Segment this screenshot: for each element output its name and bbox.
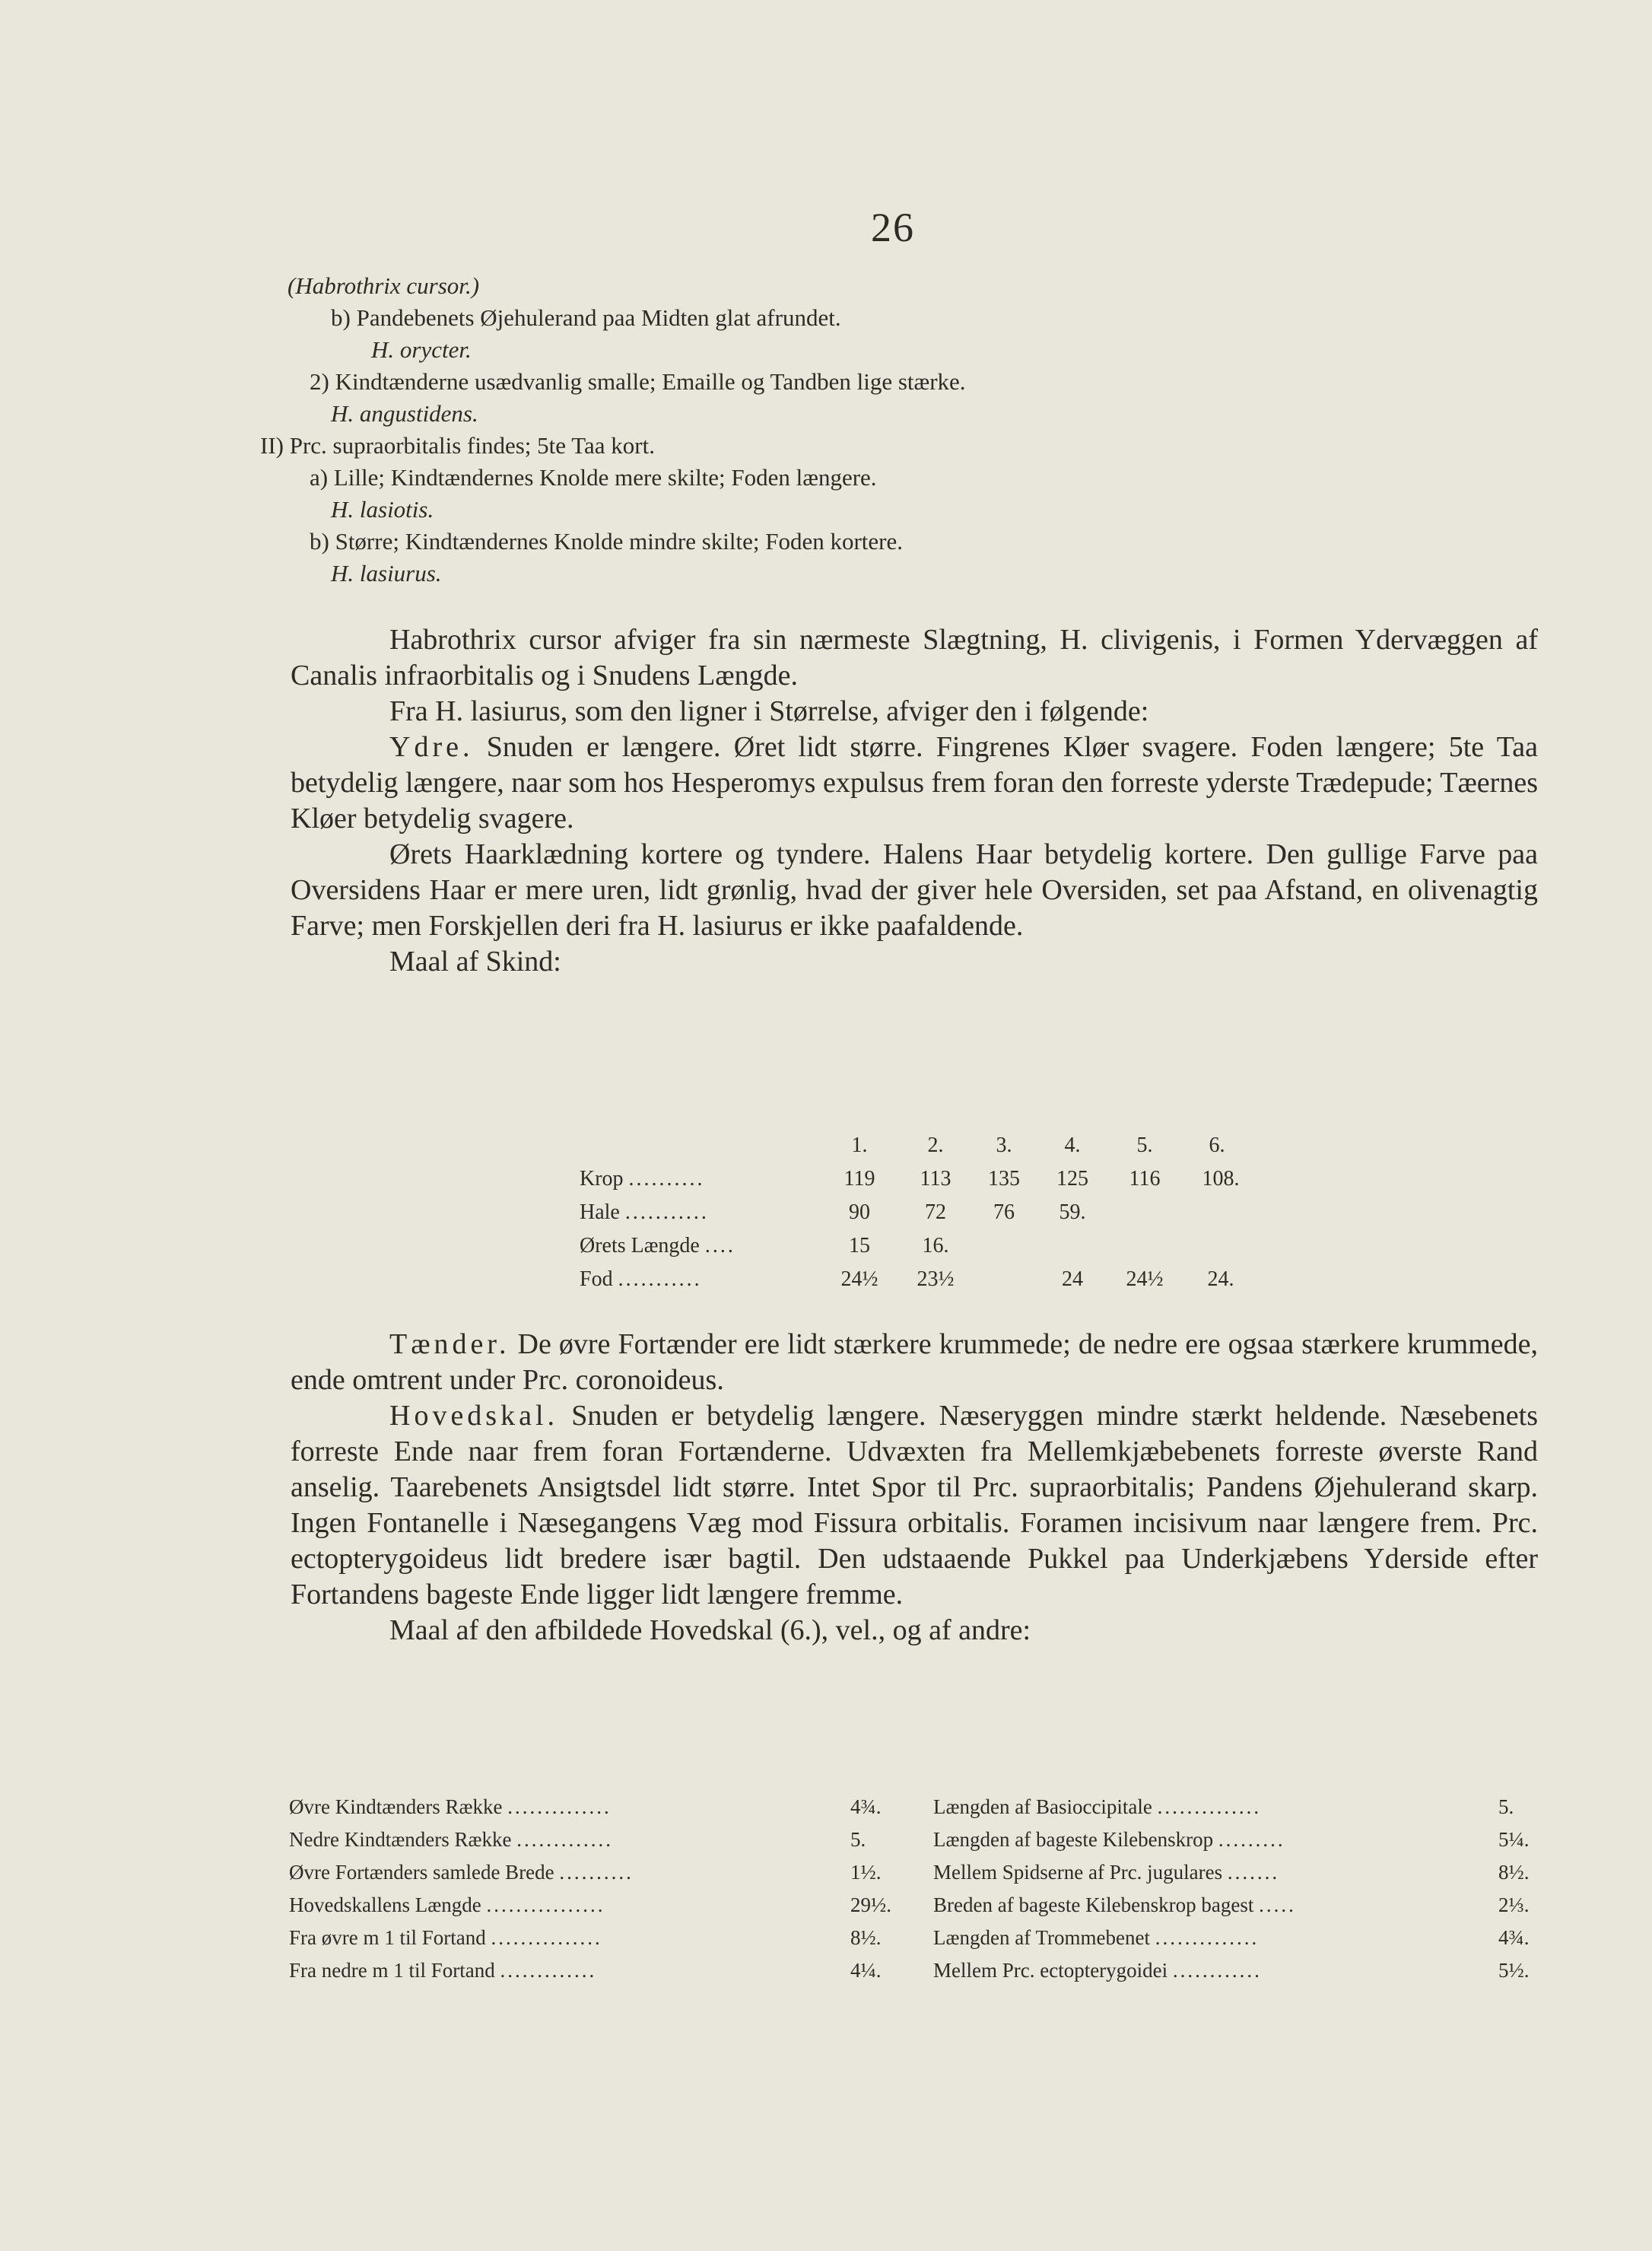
column-header: 3.: [996, 1133, 1012, 1157]
table-cell: 116: [1129, 1167, 1161, 1191]
row-label: Mellem Spidserne af Prc. jugulares: [933, 1861, 1223, 1884]
dot-leader: ....: [704, 1234, 735, 1257]
table-row: [289, 1861, 634, 1884]
skin-measurements-table: [0, 1133, 1652, 1301]
table-cell: 8½.: [850, 1926, 882, 1949]
table-row: [933, 1926, 1259, 1950]
dot-leader: .......: [1227, 1861, 1280, 1884]
paragraph: Ørets Haarklædning kortere og tyndere. Halens Haar betydelig kortere. Den gullige Farve paa Oversidens Haar er mere uren, lidt grønlig, hvad der giver hele Oversiden, set paa Afstand, en olivenagtig Farve; men Forskjellen deri fra H. lasiurus er ikke paafaldende.: [291, 838, 1538, 942]
table-row: [580, 1167, 705, 1191]
paragraph-text: Snuden er betydelig længere. Næseryggen mindre stærkt heldende. Næsebenets forreste Ende naar frem foran Fortænderne. Udvæxten fra Mellemkjæbebenets forreste øverste Rand anselig. Taarebenets Ansigtsdel lidt større. Intet Spor til Prc. supraorbitalis; Pandens Øjehulerand skarp. Ingen Fontanelle i Næsegangens Væg mod Fissura orbitalis. Foramen incisivum naar længere frem. Prc. ectopterygoideus lidt bredere især bagtil. Den udstaaende Pukkel paa Underkjæbens Yderside efter Fortandens bageste Ende ligger lidt længere fremme.: [291, 1400, 1539, 1610]
dot-leader: ...............: [491, 1926, 602, 1949]
table-cell: 15: [849, 1234, 870, 1257]
table-cell: 90: [849, 1200, 870, 1224]
dot-leader: .........: [1218, 1828, 1285, 1851]
key-line: (Habrothrix cursor.): [288, 272, 480, 299]
dot-leader: .....: [1259, 1893, 1296, 1916]
table-cell: 119: [843, 1167, 875, 1191]
dot-leader: ..............: [507, 1795, 612, 1818]
dot-leader: ..............: [1155, 1926, 1260, 1949]
table-cell: 1½.: [850, 1861, 882, 1884]
dot-leader: .............: [500, 1959, 597, 1982]
table-row: [933, 1795, 1261, 1819]
paragraph: [291, 1398, 1538, 1613]
skull-measurements-table: [0, 1795, 1652, 2001]
table-cell: 76: [993, 1200, 1015, 1224]
key-line: a) Lille; Kindtændernes Knolde mere skilte; Foden længere.: [310, 464, 877, 491]
dot-leader: ..........: [628, 1167, 705, 1191]
section-heading: Tænder.: [389, 1328, 510, 1360]
table-cell: 5¼.: [1498, 1828, 1530, 1851]
key-line: II) Prc. supraorbitalis findes; 5te Taa kort.: [260, 432, 655, 459]
table-row: [289, 1959, 596, 1982]
key-line: H. angustidens.: [331, 400, 478, 427]
row-label: Øvre Kindtænders Række: [289, 1795, 503, 1818]
key-line: b) Pandebenets Øjehulerand paa Midten glat afrundet.: [331, 304, 841, 331]
paragraph: Maal af den afbildede Hovedskal (6.), vel., og af andre:: [389, 1614, 1031, 1646]
row-label: Ørets Længde: [580, 1234, 700, 1257]
paragraph: Fra H. lasiurus, som den ligner i Størrelse, afviger den i følgende:: [389, 695, 1149, 727]
row-label: Nedre Kindtænders Række: [289, 1828, 512, 1851]
table-row: [289, 1893, 605, 1917]
page-number: 26: [871, 205, 915, 250]
table-row: [289, 1926, 602, 1950]
table-row: [933, 1893, 1296, 1917]
table-cell: 24.: [1207, 1267, 1234, 1291]
dot-leader: ............: [1172, 1959, 1262, 1982]
dot-leader: ..............: [1157, 1795, 1262, 1818]
key-line: H. lasiurus.: [331, 560, 442, 587]
row-label: Hale: [580, 1200, 620, 1224]
table-cell: 16.: [922, 1234, 949, 1257]
paragraph-text: Snuden er længere. Øret lidt større. Fingrenes Kløer svagere. Foden længere; 5te Taa betydelig længere, naar som hos Hesperomys expulsus frem foran den forreste yderste Trædepude; Tæernes Kløer betydelig svagere.: [291, 731, 1539, 835]
column-header: 6.: [1209, 1133, 1225, 1157]
table-cell: 5½.: [1498, 1959, 1530, 1982]
table-cell: 5.: [850, 1828, 866, 1851]
table-cell: 59.: [1059, 1200, 1086, 1224]
table-cell: 4¼.: [850, 1959, 882, 1982]
column-header: 5.: [1136, 1133, 1153, 1157]
table-row: [580, 1234, 735, 1258]
row-label: Fra nedre m 1 til Fortand: [289, 1959, 495, 1982]
table-row: [580, 1200, 709, 1225]
dot-leader: ..........: [559, 1861, 634, 1884]
row-label: Breden af bageste Kilebenskrop bagest: [933, 1893, 1254, 1916]
table-cell: 24: [1062, 1267, 1083, 1291]
key-line: b) Større; Kindtændernes Knolde mindre skilte; Foden kortere.: [310, 528, 904, 555]
section-heading: Ydre.: [389, 731, 474, 763]
table-row: [289, 1828, 613, 1852]
row-label: Mellem Prc. ectopterygoidei: [933, 1959, 1168, 1982]
table-cell: 125: [1056, 1167, 1088, 1191]
paragraph: [291, 1327, 1538, 1398]
dot-leader: ...........: [618, 1267, 702, 1291]
row-label: Længden af Basioccipitale: [933, 1795, 1152, 1818]
dot-leader: ................: [486, 1893, 605, 1916]
key-line: H. orycter.: [371, 336, 472, 363]
table-row: [933, 1828, 1285, 1852]
row-label: Krop: [580, 1167, 624, 1191]
paragraph-text: De øvre Fortænder ere lidt stærkere krummede; de nedre ere ogsaa stærkere krummede, ende omtrent under Prc. coronoideus.: [291, 1328, 1538, 1396]
section-heading: Hovedskal.: [389, 1400, 559, 1432]
paragraph: Habrothrix cursor afviger fra sin nærmeste Slægtning, H. clivigenis, i Formen Ydervæggen af Canalis infraorbitalis og i Snudens Længde.: [291, 624, 1538, 692]
column-header: 2.: [927, 1133, 944, 1157]
dot-leader: .............: [516, 1828, 613, 1851]
table-cell: 113: [920, 1167, 951, 1191]
table-row: [289, 1795, 612, 1819]
key-line: H. lasiotis.: [331, 496, 434, 523]
row-label: Længden af Trommebenet: [933, 1926, 1150, 1949]
row-label: Fod: [580, 1267, 613, 1291]
paragraph: Maal af Skind:: [389, 946, 561, 978]
table-cell: 5.: [1498, 1795, 1514, 1818]
table-cell: 135: [988, 1167, 1020, 1191]
table-row: [933, 1861, 1279, 1884]
table-row: [933, 1959, 1262, 1982]
table-cell: 24½: [840, 1267, 878, 1291]
table-cell: 8½.: [1498, 1861, 1530, 1884]
table-cell: 23½: [917, 1267, 955, 1291]
table-cell: 24½: [1126, 1267, 1164, 1291]
row-label: Øvre Fortænders samlede Brede: [289, 1861, 554, 1884]
column-header: 1.: [851, 1133, 868, 1157]
column-header: 4.: [1064, 1133, 1081, 1157]
table-cell: 29½.: [850, 1893, 891, 1916]
dot-leader: ...........: [624, 1200, 709, 1224]
text-block-intro: [291, 622, 1538, 980]
table-cell: 4¾.: [850, 1795, 882, 1818]
row-label: Længden af bageste Kilebenskrop: [933, 1828, 1214, 1851]
key-line: 2) Kindtænderne usædvanlig smalle; Emaille og Tandben lige stærke.: [310, 368, 966, 395]
table-row: [580, 1267, 702, 1292]
row-label: Fra øvre m 1 til Fortand: [289, 1926, 486, 1949]
paragraph: [291, 730, 1538, 837]
text-block-teeth-skull: [291, 1327, 1538, 1649]
table-cell: 108.: [1202, 1167, 1240, 1191]
table-cell: 4¾.: [1498, 1926, 1530, 1949]
row-label: Hovedskallens Længde: [289, 1893, 481, 1916]
table-cell: 2⅓.: [1498, 1893, 1530, 1916]
table-cell: 72: [925, 1200, 946, 1224]
